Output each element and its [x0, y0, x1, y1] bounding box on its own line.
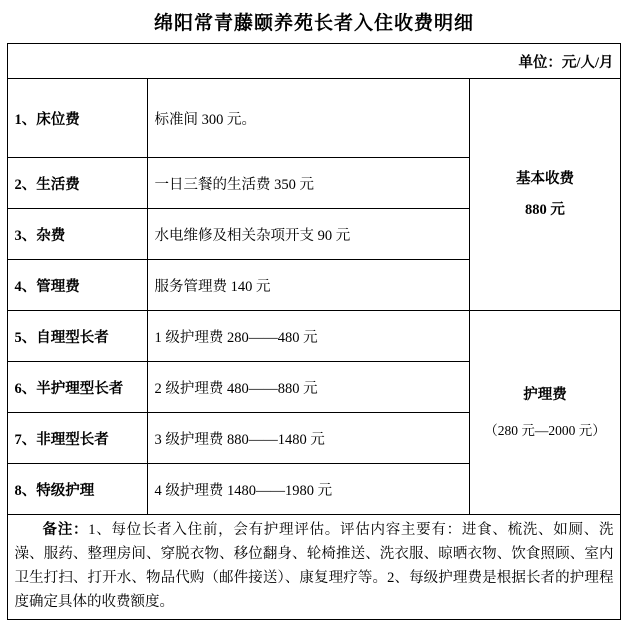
fee-table	[7, 43, 620, 620]
row-label-special-care: 8、特级护理	[8, 464, 148, 515]
row-desc-semi-care: 2 级护理费 480——880 元	[148, 362, 470, 413]
row-desc-full-care: 3 级护理费 880——1480 元	[148, 413, 470, 464]
row-label-misc-fee: 3、杂费	[8, 209, 148, 260]
note-label: 备注：	[42, 522, 89, 538]
table-row-unit	[8, 44, 620, 79]
group-basic-title: 基本收费	[515, 171, 574, 188]
row-label-bed-fee: 1、床位费	[8, 79, 148, 158]
row-desc-living-fee: 一日三餐的生活费 350 元	[148, 158, 470, 209]
group-basic-fee	[470, 79, 620, 311]
row-label-full-care: 7、非理型长者	[8, 413, 148, 464]
group-basic-amount: 880 元	[525, 201, 565, 218]
row-label-self-care: 5、自理型长者	[8, 311, 148, 362]
table-row-note	[8, 515, 620, 620]
table-row	[8, 79, 620, 158]
page-title: 绵阳常青藤颐养苑长者入住收费明细	[153, 13, 474, 34]
group-nursing-fee	[470, 311, 620, 515]
note-cell	[8, 515, 620, 620]
table-row	[8, 311, 620, 362]
row-desc-management-fee: 服务管理费 140 元	[148, 260, 470, 311]
note-text: 1、每位长者入住前，会有护理评估。评估内容主要有：进食、梳洗、如厕、洗澡、服药、整理房间、穿脱衣物、移位翻身、轮椅推送、洗衣服、晾晒衣物、饮食照顾、室内卫生打扫、打开水、物品代购（邮件接送）、康复理疗等。2、每级护理费是根据长者的护理程度确定具体的收费额度。	[14, 522, 614, 610]
row-label-semi-care: 6、半护理型长者	[8, 362, 148, 413]
row-desc-special-care: 4 级护理费 1480——1980 元	[148, 464, 470, 515]
unit-label: 单位：元/人/月	[8, 44, 620, 79]
row-desc-self-care: 1 级护理费 280——480 元	[148, 311, 470, 362]
row-desc-misc-fee: 水电维修及相关杂项开支 90 元	[148, 209, 470, 260]
row-label-management-fee: 4、管理费	[8, 260, 148, 311]
group-nursing-range: （280 元—2000 元）	[484, 422, 606, 438]
row-label-living-fee: 2、生活费	[8, 158, 148, 209]
row-desc-bed-fee: 标准间 300 元。	[148, 79, 470, 158]
group-nursing-title: 护理费	[523, 387, 567, 404]
